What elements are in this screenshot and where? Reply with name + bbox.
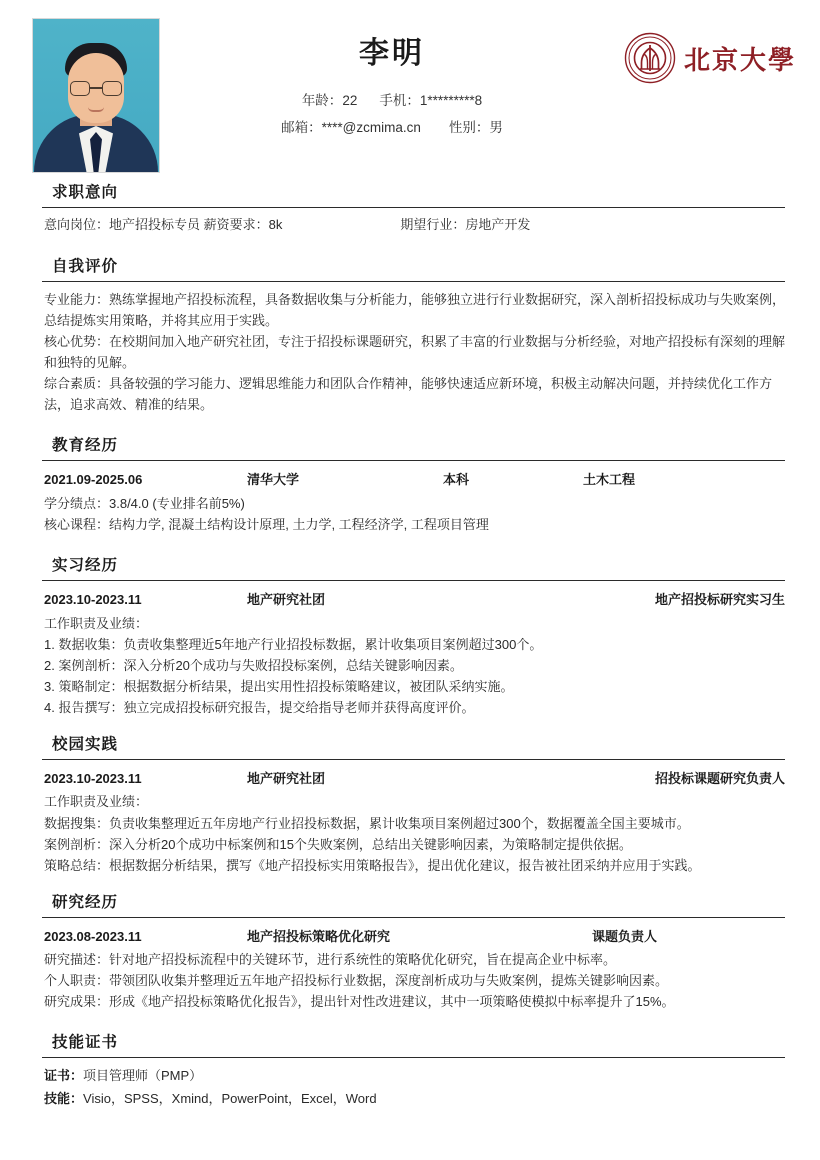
section-research (0, 890, 820, 1013)
research-item: 个人职责：带领团队收集并整理近五年地产招投标行业数据，深度剖析成功与失败案例，提炼关键影响因素。 (44, 973, 669, 989)
section-divider (42, 207, 785, 208)
self-eval-paragraph: 核心优势：在校期间加入地产研究社团，专注于招投标课题研究，积累了丰富的行业数据与分析经验，对地产招投标有深刻的理解和独特的见解。 (44, 333, 786, 370)
skills-label: 技能： (44, 1091, 84, 1107)
section-education (0, 433, 820, 535)
education-major: 土木工程 (583, 472, 636, 488)
certificate-line (44, 1065, 785, 1088)
intent-salary-value: 8k (268, 217, 283, 232)
intent-industry-label: 期望行业： (400, 217, 466, 232)
gender-value: 男 (489, 120, 503, 135)
research-topic: 地产招投标策略优化研究 (247, 928, 391, 944)
self-eval-paragraph: 专业能力：熟练掌握地产招投标流程，具备数据收集与分析能力，能够独立进行行业数据研究，深入剖析招投标成功与失败案例，总结提炼实用策略，并将其应用于实践。 (44, 291, 786, 328)
campus-date: 2023.10-2023.11 (44, 770, 142, 786)
section-title-job-intent: 求职意向 (52, 184, 119, 201)
internship-item: 3. 策略制定：根据数据分析结果，提出实用性招投标策略建议，被团队采纳实施。 (44, 678, 514, 694)
research-row (44, 925, 785, 950)
education-school: 清华大学 (247, 472, 300, 488)
internship-role: 地产招投标研究实习生 (654, 591, 785, 607)
section-divider (42, 460, 785, 461)
internship-date: 2023.10-2023.11 (44, 591, 142, 607)
header-identity (160, 18, 624, 141)
contact-row-1 (160, 87, 624, 114)
campus-item: 策略总结：根据数据分析结果，撰写《地产招投标实用策略报告》，提出优化建议，报告被社团采纳并应用于实践。 (44, 857, 701, 873)
campus-item: 数据搜集：负责收集整理近五年房地产行业招投标数据，累计收集项目案例超过300个，数据覆盖全国主要城市。 (44, 815, 690, 831)
section-internship (0, 553, 820, 718)
certificate-label: 证书： (44, 1068, 84, 1084)
section-job-intent (0, 180, 820, 236)
campus-role: 招投标课题研究负责人 (654, 770, 785, 786)
intent-position-value: 地产招投标专员 (109, 217, 201, 232)
profile-photo (32, 18, 160, 173)
section-title-skills: 技能证书 (52, 1034, 119, 1052)
campus-duties-label: 工作职责及业绩： (44, 794, 149, 810)
skills-line (44, 1088, 785, 1111)
age-value: 22 (342, 93, 358, 108)
page-title: 李明 (358, 37, 425, 70)
education-courses: 核心课程：结构力学, 混凝土结构设计原理, 土力学, 工程经济学, 工程项目管理 (44, 516, 489, 532)
section-title-education: 教育经历 (52, 437, 119, 455)
internship-item: 4. 报告撰写：独立完成招投标研究报告，提交给指导老师并获得高度评价。 (44, 699, 475, 715)
section-divider (42, 580, 785, 581)
email-label: 邮箱： (281, 120, 322, 135)
age-label: 年龄： (301, 93, 343, 108)
education-gpa: 学分绩点：3.8/4.0 (专业排名前5%) (44, 495, 245, 511)
intent-industry-value: 房地产开发 (465, 217, 531, 232)
research-role: 课题负责人 (592, 928, 658, 944)
internship-duties-label: 工作职责及业绩： (44, 615, 149, 631)
section-divider (42, 1057, 785, 1058)
section-campus-practice (0, 732, 820, 876)
job-intent-row (44, 215, 785, 236)
self-eval-paragraph: 综合素质：具备较强的学习能力、逻辑思维能力和团队合作精神，能够快速适应新环境，积极主动解决问题，并持续优化工作方法，追求高效、精准的结果。 (44, 375, 773, 413)
skills-value: Visio，SPSS，Xmind，PowerPoint，Excel，Word (83, 1091, 377, 1107)
section-skills (0, 1030, 820, 1111)
education-date: 2021.09-2025.06 (44, 472, 143, 488)
section-title-internship: 实习经历 (52, 556, 119, 574)
research-item: 研究描述：针对地产招投标流程中的关键环节，进行系统性的策略优化研究，旨在提高企业中标率。 (44, 952, 617, 968)
gender-label: 性别： (448, 120, 490, 135)
internship-item: 2. 案例剖析：深入分析20个成功与失败招投标案例，总结关键影响因素。 (44, 657, 463, 673)
campus-item: 案例剖析：深入分析20个成功中标案例和15个失败案例，总结出关键影响因素，为策略制定提供依据。 (44, 836, 632, 852)
internship-org: 地产研究社团 (247, 591, 326, 607)
education-row (44, 468, 785, 493)
research-item: 研究成果：形成《地产招投标策略优化报告》，提出针对性改进建议，其中一项策略使模拟中标率提升了15%。 (44, 994, 675, 1010)
internship-row (44, 588, 785, 613)
section-title-research: 研究经历 (52, 893, 119, 911)
peking-university-seal-icon (624, 32, 676, 84)
certificate-value: 项目管理师（PMP） (83, 1068, 203, 1084)
university-logo (624, 18, 796, 84)
campus-row (44, 767, 785, 792)
research-date: 2023.08-2023.11 (44, 928, 142, 944)
university-name: 北京大學 (683, 45, 796, 76)
section-divider (42, 281, 785, 282)
glasses-icon (70, 81, 122, 96)
section-title-self-evaluation: 自我评价 (52, 257, 119, 275)
phone-label: 手机： (379, 93, 420, 108)
internship-item: 1. 数据收集：负责收集整理近5年地产行业招投标数据，累计收集项目案例超过300个。 (44, 636, 543, 652)
campus-org: 地产研究社团 (247, 770, 326, 786)
intent-salary-label: 薪资要求： (203, 217, 269, 232)
phone-value: 1*********8 (419, 93, 483, 108)
resume-header (0, 0, 820, 180)
section-title-campus-practice: 校园实践 (52, 735, 119, 753)
section-divider (42, 759, 785, 760)
education-degree: 本科 (443, 472, 470, 488)
section-divider (42, 917, 785, 918)
intent-position-label: 意向岗位： (44, 217, 110, 232)
contact-row-2 (160, 114, 624, 141)
section-self-evaluation (0, 254, 820, 415)
photo-mouth (88, 107, 104, 112)
email-value: ****@zcmima.cn (321, 120, 421, 135)
